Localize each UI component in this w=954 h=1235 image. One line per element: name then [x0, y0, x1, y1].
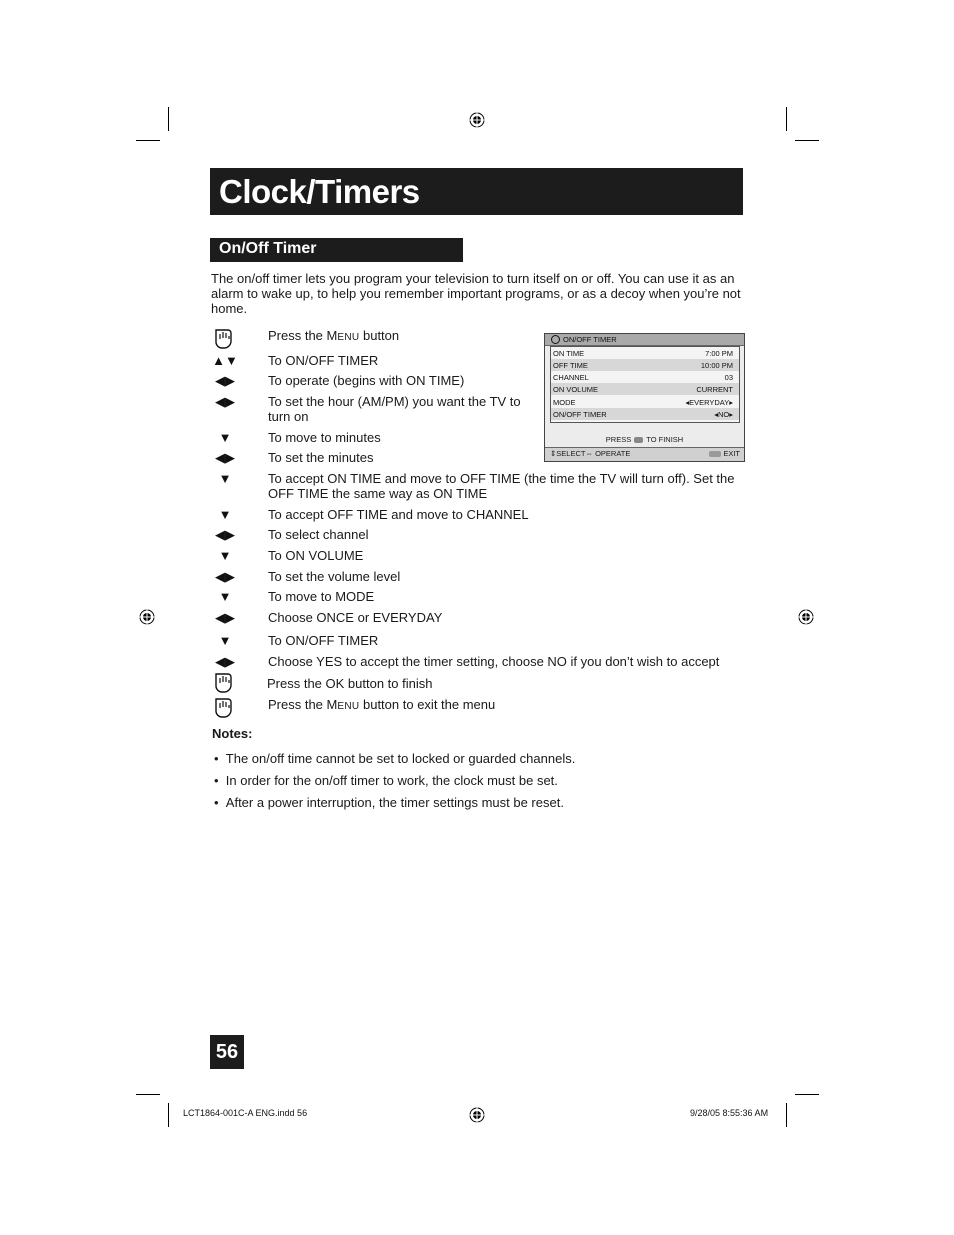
- step-text: Press the MENU button to exit the menu: [268, 697, 496, 712]
- osd-row-on-volume: ON VOLUME CURRENT: [551, 383, 739, 395]
- note-item: • In order for the on/off timer to work, the clock must be set.: [214, 773, 558, 788]
- step-text: To select channel: [268, 527, 369, 542]
- registration-mark-icon: [469, 1107, 485, 1123]
- osd-select-hint: ⇕SELECT⇔ OPERATE: [550, 449, 631, 458]
- clock-icon: [551, 335, 560, 344]
- menu-button-icon: [709, 451, 721, 457]
- left-right-arrow-icon: ◀▶: [215, 654, 235, 669]
- note-item: • After a power interruption, the timer settings must be reset.: [214, 795, 564, 810]
- left-right-arrow-icon: ◀▶: [215, 569, 235, 584]
- section-title-bar: [210, 238, 463, 262]
- intro-paragraph: The on/off timer lets you program your television to turn itself on or off. You can use it as an alarm to wake up, to help you remember important programs, or as a decoy when you’re not home.: [211, 271, 741, 316]
- crop-mark: [795, 140, 819, 141]
- step-text: To move to minutes: [268, 430, 381, 445]
- down-arrow-icon: ▼: [218, 633, 232, 648]
- crop-mark: [168, 107, 169, 131]
- osd-footer: [545, 447, 744, 461]
- left-right-arrow-icon: ◀▶: [215, 394, 235, 409]
- down-arrow-icon: ▼: [218, 430, 232, 445]
- remote-hand-icon: [212, 327, 236, 351]
- step-text: Choose YES to accept the timer setting, choose NO if you don’t wish to accept: [268, 654, 720, 669]
- step-text: To move to MODE: [268, 589, 375, 604]
- left-right-arrow-icon: ◀▶: [215, 527, 235, 542]
- step-text: To accept ON TIME and move to OFF TIME (the time the TV will turn off). Set the OFF TIME the same way as ON TIME: [268, 471, 735, 501]
- step-text: Choose ONCE or EVERYDAY: [268, 610, 443, 625]
- crop-mark: [136, 140, 160, 141]
- step-text: To ON VOLUME: [268, 548, 364, 563]
- registration-mark-icon: [469, 112, 485, 128]
- step-text: To set the volume level: [268, 569, 401, 584]
- step-text: To accept OFF TIME and move to CHANNEL: [268, 507, 529, 522]
- remote-hand-icon: [212, 696, 236, 720]
- down-arrow-icon: ▼: [218, 548, 232, 563]
- step-text: To ON/OFF TIMER: [268, 633, 379, 648]
- crop-mark: [168, 1103, 169, 1127]
- osd-header-title: ON/OFF TIMER: [563, 335, 617, 344]
- step-text: To set the hour (AM/PM) you want the TV to turn on: [268, 394, 521, 424]
- crop-mark: [786, 1103, 787, 1127]
- crop-mark: [786, 107, 787, 131]
- registration-mark-icon: [139, 609, 155, 625]
- page-number: 56: [210, 1035, 244, 1069]
- step-text: To set the minutes: [268, 450, 374, 465]
- osd-row-mode: MODE ◂EVERYDAY▸: [553, 398, 733, 407]
- note-item: • The on/off time cannot be set to locked or guarded channels.: [214, 751, 576, 766]
- left-right-arrow-icon: ◀▶: [215, 373, 235, 388]
- down-arrow-icon: ▼: [218, 507, 232, 522]
- osd-header: [545, 334, 744, 346]
- remote-hand-icon: [212, 671, 236, 695]
- step-text: To ON/OFF TIMER: [268, 353, 379, 368]
- left-right-arrow-icon: ◀▶: [215, 610, 235, 625]
- up-down-arrow-icon: ▲▼: [212, 353, 238, 368]
- ok-button-icon: [634, 437, 643, 443]
- page-title: Clock/Timers: [219, 173, 420, 210]
- step-text: Press the MENU button: [268, 328, 400, 343]
- page-title-bar: [210, 168, 743, 215]
- on-off-timer-osd: [544, 333, 745, 462]
- notes-heading: Notes:: [212, 726, 253, 741]
- osd-row-channel: CHANNEL 03: [553, 373, 733, 382]
- footer-timestamp: 9/28/05 8:55:36 AM: [690, 1108, 769, 1118]
- down-arrow-icon: ▼: [218, 471, 232, 486]
- crop-mark: [795, 1094, 819, 1095]
- step-text: To operate (begins with ON TIME): [268, 373, 465, 388]
- registration-mark-icon: [798, 609, 814, 625]
- down-arrow-icon: ▼: [218, 589, 232, 604]
- crop-mark: [136, 1094, 160, 1095]
- footer-filename: LCT1864-001C-A ENG.indd 56: [183, 1108, 308, 1118]
- osd-row-on-off-timer: ON/OFF TIMER ◂NO▸: [551, 408, 739, 420]
- section-title: On/Off Timer: [219, 240, 317, 257]
- left-right-arrow-icon: ◀▶: [215, 450, 235, 465]
- step-text: Press the OK button to finish: [267, 676, 433, 691]
- osd-finish-hint: PRESS TO FINISH: [605, 435, 684, 444]
- osd-row-on-time: ON TIME 7:00 PM: [553, 349, 733, 358]
- osd-exit-hint: EXIT: [709, 449, 740, 458]
- osd-settings-table: [550, 346, 740, 423]
- osd-row-off-time: OFF TIME 10:00 PM: [551, 359, 739, 371]
